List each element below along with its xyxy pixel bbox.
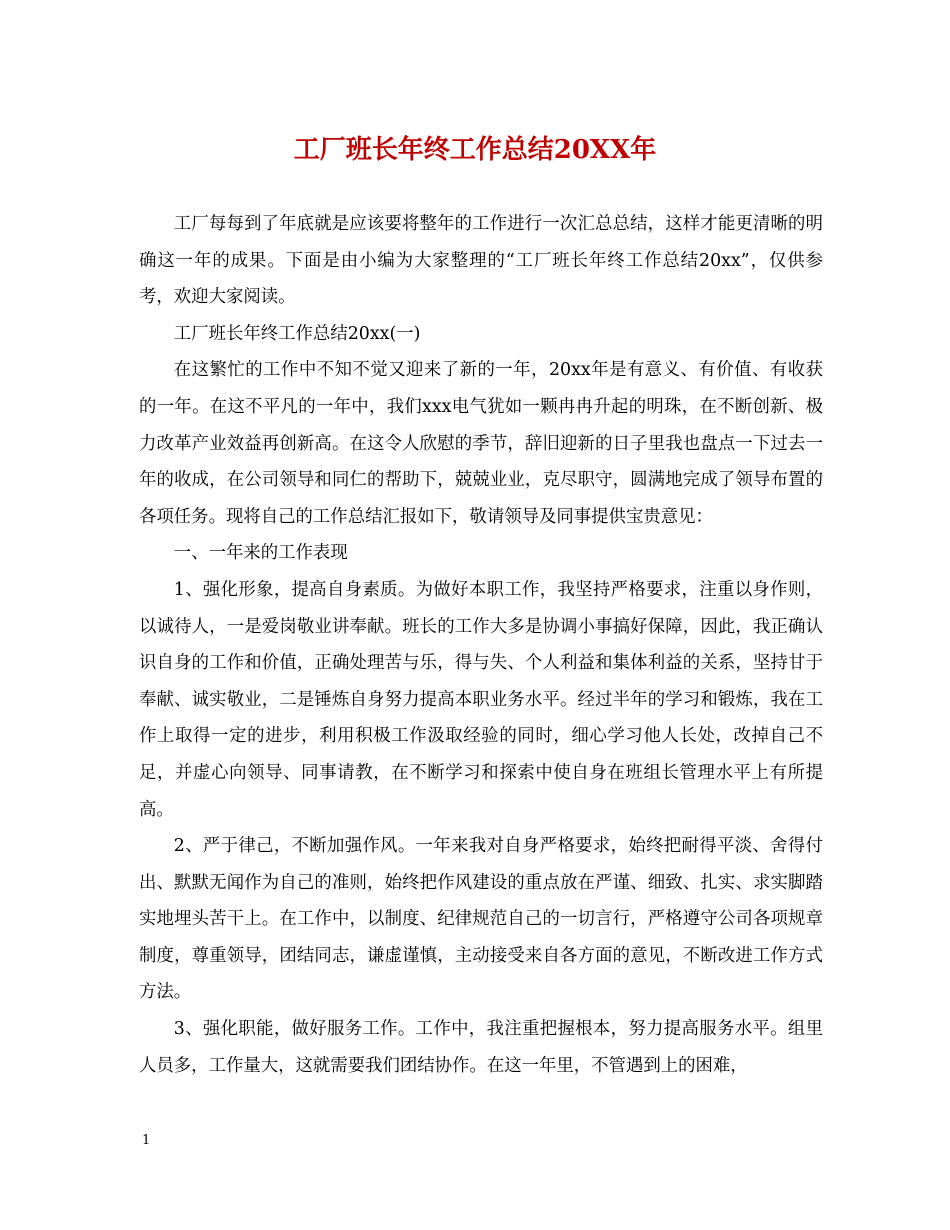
paragraph-point-1: 1、强化形象，提高自身素质。为做好本职工作，我坚持严格要求，注重以身作则，以诚待人，一是爱岗敬业讲奉献。班长的工作大多是协调小事搞好保障，因此，我正确认识自身的工作和价值，正确处理苦与乐，得与失、个人利益和集体利益的关系，坚持甘于奉献、诚实敬业，二是锤炼自身努力提高本职业务水平。经过半年的学习和锻炼，我在工作上取得一定的进步，利用积极工作汲取经验的同时，细心学习他人长处，改掉自己不足，并虚心向领导、同事请教，在不断学习和探索中使自身在班组长管理水平上有所提高。 [139, 579, 823, 820]
paragraph-intro: 工厂每每到了年底就是应该要将整年的工作进行一次汇总总结，这样才能更清晰的明确这一年的成果。下面是由小编为大家整理的“工厂班长年终工作总结20xx”，仅供参考，欢迎大家阅读。 [139, 214, 823, 308]
section-heading-performance: 一、一年来的工作表现 [173, 543, 348, 564]
document-title: 工厂班长年终工作总结20XX年 [293, 135, 657, 165]
section-heading-part-one: 工厂班长年终工作总结20xx(一) [173, 323, 421, 344]
paragraph-point-2: 2、严于律己，不断加强作风。一年来我对自身严格要求，始终把耐得平淡、舍得付出、默默无闻作为自己的准则，始终把作风建设的重点放在严谨、细致、扎实、求实脚踏实地埋头苦干上。在工作中，以制度、纪律规范自己的一切言行，严格遵守公司各项规章制度，尊重领导，团结同志，谦虚谨慎，主动接受来自各方面的意见，不断改进工作方式方法。 [139, 836, 823, 1003]
page-number: 1 [142, 1133, 151, 1148]
paragraph-point-3: 3、强化职能，做好服务工作。工作中，我注重把握根本，努力提高服务水平。组里人员多，工作量大，这就需要我们团结协作。在这一年里，不管遇到上的困难， [139, 1019, 823, 1076]
paragraph-opening: 在这繁忙的工作中不知不觉又迎来了新的一年，20xx年是有意义、有价值、有收获的一年。在这不平凡的一年中，我们xxx电气犹如一颗冉冉升起的明珠，在不断创新、极力改革产业效益再创新高。在这令人欣慰的季节，辞旧迎新的日子里我也盘点一下过去一年的收成，在公司领导和同仁的帮助下，兢兢业业，克尽职守，圆满地完成了领导布置的各项任务。现将自己的工作总结汇报如下，敬请领导及同事提供宝贵意见： [139, 360, 823, 527]
document-body [139, 206, 823, 1084]
